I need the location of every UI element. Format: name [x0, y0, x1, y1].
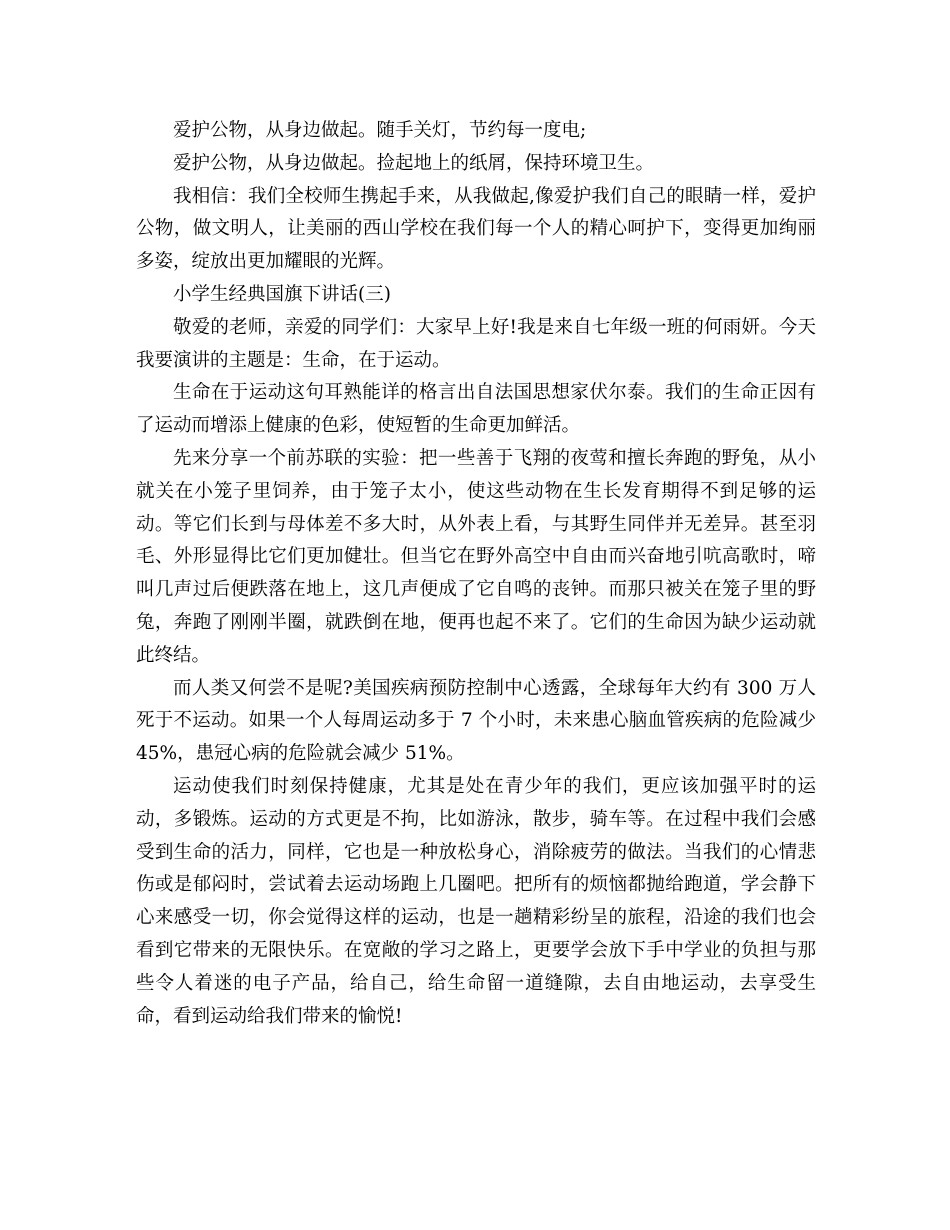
- section-heading: 小学生经典国旗下讲话(三): [173, 283, 391, 305]
- paragraph: 生命在于运动这句耳熟能详的格言出自法国思想家伏尔泰。我们的生命正因有了运动而增添上健康的色彩，使短暂的生命更加鲜活。: [136, 382, 816, 437]
- paragraph: 爱护公物，从身边做起。随手关灯，节约每一度电;: [173, 120, 587, 141]
- document-page: [136, 115, 816, 1033]
- paragraph: 敬爱的老师，亲爱的同学们：大家早上好!我是来自七年级一班的何雨妍。今天我要演讲的主题是：生命，在于运动。: [136, 316, 816, 371]
- paragraph: 而人类又何尝不是呢?美国疾病预防控制中心透露，全球每年大约有 300 万人死于不运动。如果一个人每周运动多于 7 个小时，未来患心脑血管疾病的危险减少 45%，患冠心病的危险就会减少 51%。: [136, 677, 816, 765]
- paragraph: 爱护公物，从身边做起。捡起地上的纸屑，保持环境卫生。: [173, 152, 655, 174]
- paragraph: 先来分享一个前苏联的实验：把一些善于飞翔的夜莺和擅长奔跑的野兔，从小就关在小笼子里饲养，由于笼子太小，使这些动物在生长发育期得不到足够的运动。等它们长到与母体差不多大时，从外表上看，与其野生同伴并无差异。甚至羽毛、外形显得比它们更加健壮。但当它在野外高空中自由而兴奋地引吭高歌时，啼叫几声过后便跌落在地上，这几声便成了它自鸣的丧钟。而那只被关在笼子里的野兔，奔跑了刚刚半圈，就跌倒在地，便再也起不来了。它们的生命因为缺少运动就此终结。: [136, 447, 816, 666]
- paragraph: 我相信：我们全校师生携起手来，从我做起,像爱护我们自己的眼睛一样，爱护公物，做文明人，让美丽的西山学校在我们每一个人的精心呵护下，变得更加绚丽多姿，绽放出更加耀眼的光辉。: [136, 185, 816, 273]
- paragraph: 运动使我们时刻保持健康，尤其是处在青少年的我们，更应该加强平时的运动，多锻炼。运动的方式更是不拘，比如游泳，散步，骑车等。在过程中我们会感受到生命的活力，同样，它也是一种放松身心，消除疲劳的做法。当我们的心情悲伤或是郁闷时，尝试着去运动场跑上几圈吧。把所有的烦恼都抛给跑道，学会静下心来感受一切，你会觉得这样的运动，也是一趟精彩纷呈的旅程，沿途的我们也会看到它带来的无限快乐。在宽敞的学习之路上，更要学会放下手中学业的负担与那些令人着迷的电子产品，给自己，给生命留一道缝隙，去自由地运动，去享受生命，看到运动给我们带来的愉悦!: [136, 775, 816, 1027]
